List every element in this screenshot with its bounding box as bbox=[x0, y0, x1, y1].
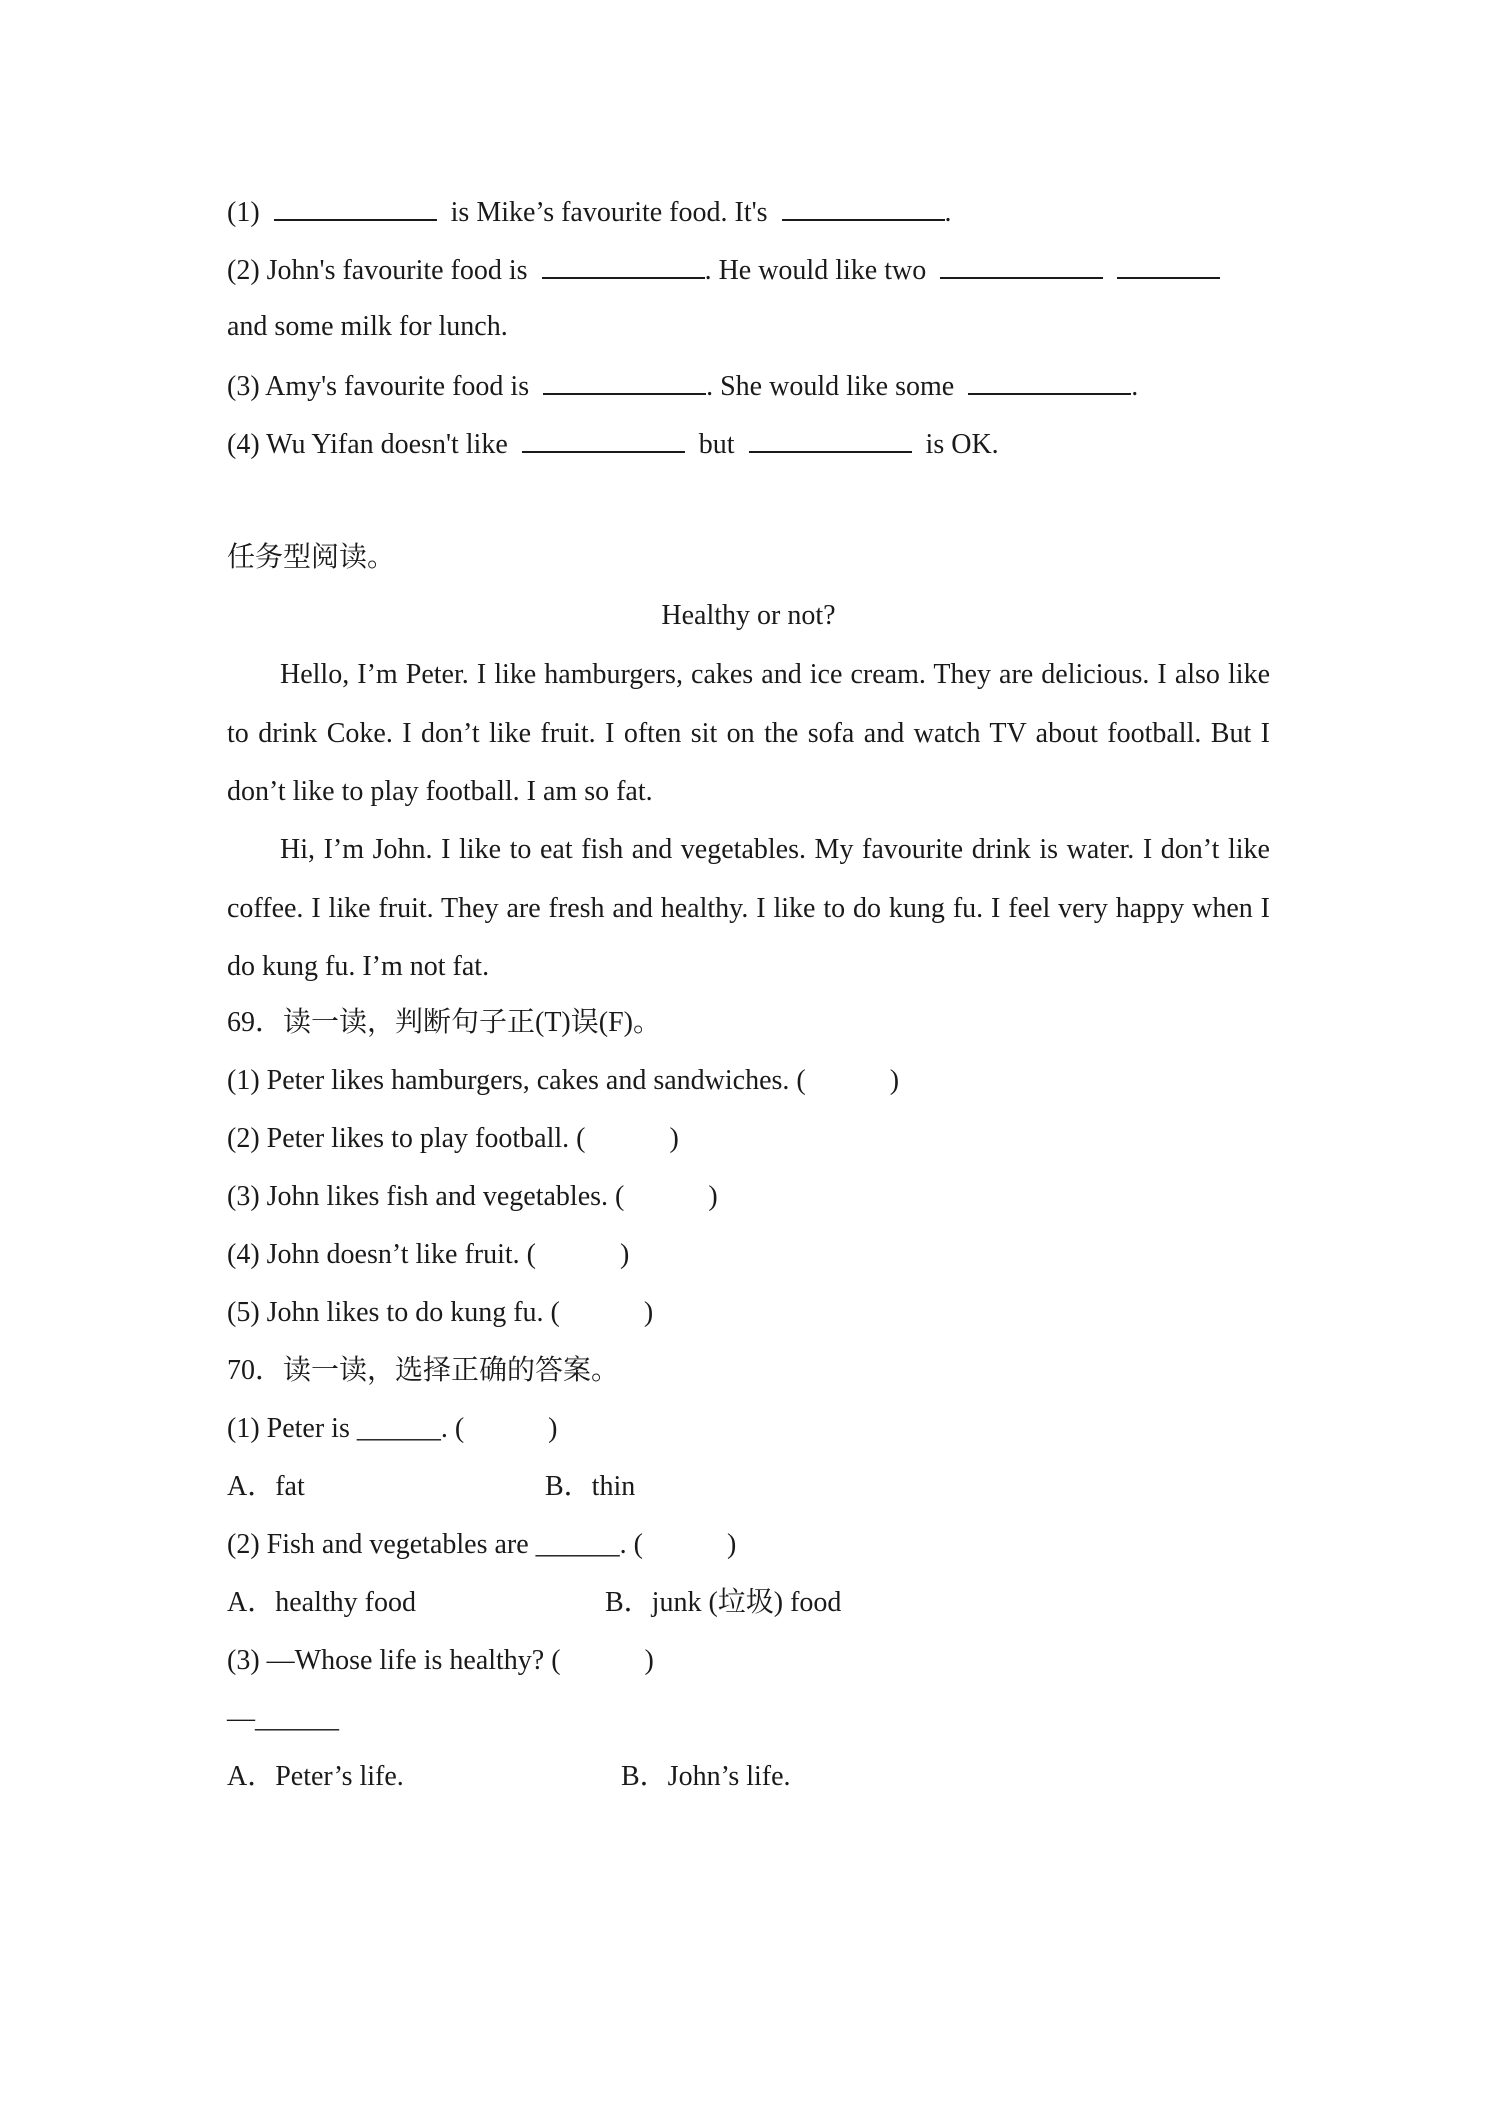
q70-sub-2: (2) Fish and vegetables are ______. ( ) bbox=[227, 1529, 737, 1560]
question-text: . She would like some bbox=[706, 371, 955, 402]
question-text: (3) Amy's favourite food is bbox=[227, 371, 530, 402]
q70-sub-3-option-a[interactable]: A．Peter’s life. bbox=[227, 1761, 404, 1792]
q69-item-2: (2) Peter likes to play football. ( ) bbox=[227, 1123, 679, 1154]
passage-paragraph-1: Hello, I’m Peter. I like hamburgers, cakes and ice cream. They are delicious. I also like to drink Coke. I don’t like fruit. I often sit on the sofa and watch TV about football. But I don’t like to play football. I am so fat. bbox=[227, 659, 1270, 807]
fill-question-2-continued: and some milk for lunch. bbox=[227, 311, 508, 342]
q69-item-3: (3) John likes fish and vegetables. ( ) bbox=[227, 1181, 718, 1212]
question-text: (2) John's favourite food is bbox=[227, 255, 528, 286]
fill-question-3: (3) Amy's favourite food is . She would like some . bbox=[227, 367, 1138, 405]
answer-blank[interactable] bbox=[543, 367, 706, 395]
fill-question-1: (1) is Mike’s favourite food. It's . bbox=[227, 193, 952, 231]
answer-blank[interactable] bbox=[940, 251, 1103, 279]
q70-sub-3-option-b[interactable]: B．John’s life. bbox=[621, 1761, 791, 1792]
q70-heading: 70．读一读，选择正确的答案。 bbox=[227, 1355, 620, 1386]
q69-item-1: (1) Peter likes hamburgers, cakes and sandwiches. ( ) bbox=[227, 1065, 900, 1096]
question-text: (4) Wu Yifan doesn't like bbox=[227, 429, 508, 460]
question-text: is Mike’s favourite food. It's bbox=[450, 197, 768, 228]
answer-blank[interactable] bbox=[782, 193, 945, 221]
answer-blank[interactable] bbox=[749, 425, 912, 453]
q70-sub-1-option-b[interactable]: B．thin bbox=[545, 1471, 636, 1502]
question-text: but bbox=[698, 429, 735, 460]
q70-sub-3: (3) —Whose life is healthy? ( ) bbox=[227, 1645, 654, 1676]
answer-blank[interactable] bbox=[542, 251, 705, 279]
question-text: . He would like two bbox=[704, 255, 927, 286]
q70-sub-1-option-a[interactable]: A．fat bbox=[227, 1471, 305, 1502]
question-number: (1) bbox=[227, 197, 260, 228]
answer-blank[interactable] bbox=[968, 367, 1131, 395]
passage-paragraph-2: Hi, I’m John. I like to eat fish and vegetables. My favourite drink is water. I don’t like coffee. I like fruit. They are fresh and healthy. I like to do kung fu. I feel very happy when I do kung fu. I’m not fat. bbox=[227, 834, 1270, 982]
q70-sub-3-answer: —______ bbox=[227, 1703, 339, 1734]
section-title: 任务型阅读。 bbox=[227, 542, 396, 573]
answer-blank[interactable] bbox=[522, 425, 685, 453]
question-text: is OK. bbox=[925, 429, 999, 460]
q69-heading: 69．读一读，判断句子正(T)误(F)。 bbox=[227, 1007, 661, 1038]
fill-question-4 bbox=[227, 425, 999, 463]
answer-blank[interactable] bbox=[1117, 251, 1220, 279]
q70-sub-2-option-b[interactable]: B．junk (垃圾) food bbox=[605, 1587, 842, 1618]
q69-item-4: (4) John doesn’t like fruit. ( ) bbox=[227, 1239, 630, 1270]
fill-question-2 bbox=[227, 251, 1220, 289]
answer-blank[interactable] bbox=[274, 193, 437, 221]
q70-sub-1: (1) Peter is ______. ( ) bbox=[227, 1413, 558, 1444]
q70-sub-2-option-a[interactable]: A．healthy food bbox=[227, 1587, 416, 1618]
passage-title: Healthy or not? bbox=[661, 600, 836, 631]
q69-item-5: (5) John likes to do kung fu. ( ) bbox=[227, 1297, 654, 1328]
